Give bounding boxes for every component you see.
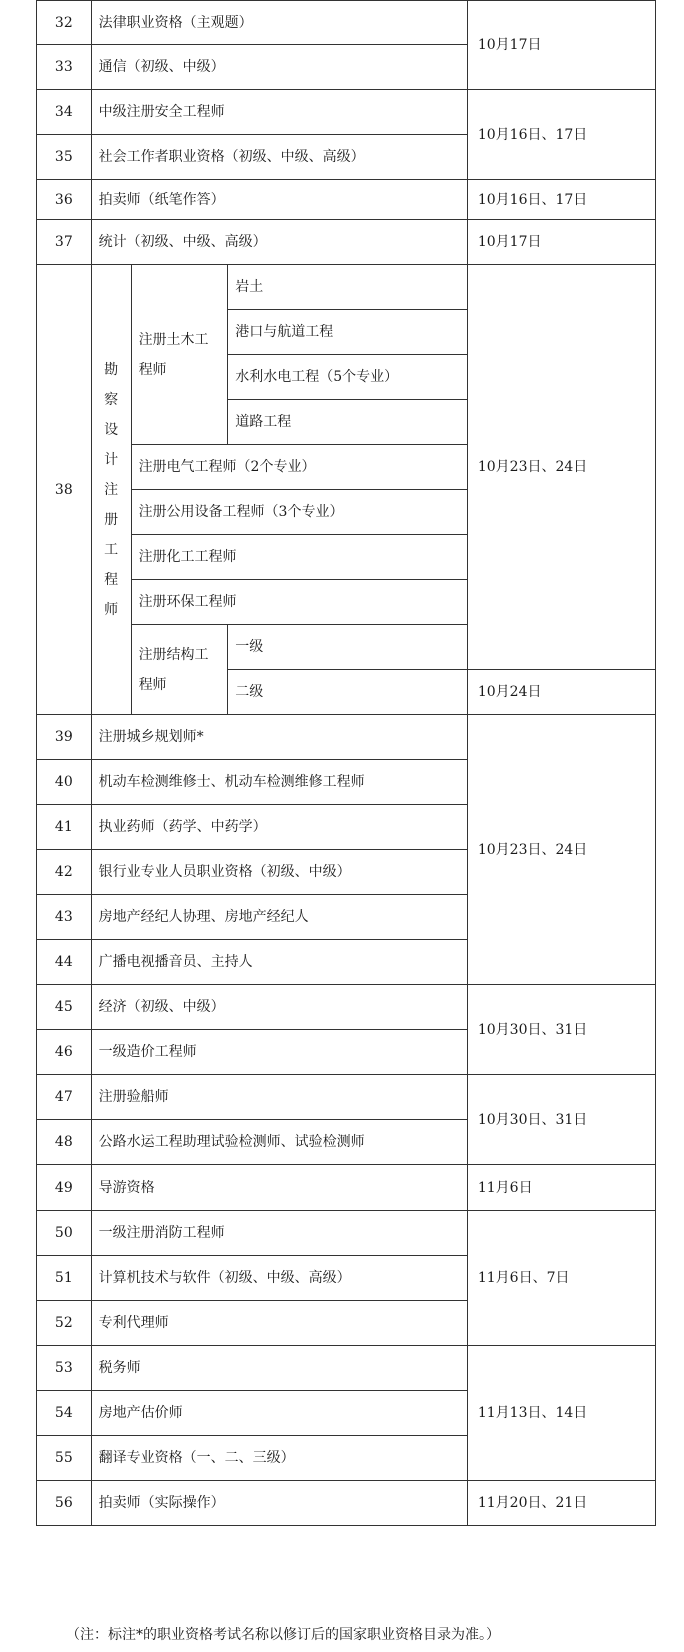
- exam-name: 中级注册安全工程师: [91, 90, 467, 135]
- row-number: 49: [37, 1165, 92, 1211]
- exam-date: 11月20日、21日: [467, 1481, 655, 1526]
- exam-name: 专利代理师: [91, 1301, 467, 1346]
- exam-name: 公路水运工程助理试验检测师、试验检测师: [91, 1120, 467, 1165]
- civil-sub-item: 水利水电工程（5个专业）: [228, 355, 468, 400]
- row-number: 38: [37, 265, 92, 715]
- exam-schedule-table: [36, 0, 656, 1526]
- row-number: 34: [37, 90, 92, 135]
- row-number: 36: [37, 180, 92, 220]
- table-row: [37, 180, 656, 220]
- table-row: [37, 1211, 656, 1256]
- table-row: [37, 1346, 656, 1391]
- table-row: [37, 1075, 656, 1120]
- exam-name: 社会工作者职业资格（初级、中级、高级）: [91, 135, 467, 180]
- row-number: 53: [37, 1346, 92, 1391]
- exam-date: 10月30日、31日: [467, 1075, 655, 1165]
- civil-sub-item: 道路工程: [228, 400, 468, 445]
- exam-date: 10月23日、24日: [467, 715, 655, 985]
- structural-sub-item: 二级: [228, 670, 468, 715]
- table-row: [37, 1, 656, 45]
- row-number: 37: [37, 220, 92, 265]
- exam-name: 计算机技术与软件（初级、中级、高级）: [91, 1256, 467, 1301]
- exam-name: 通信（初级、中级）: [91, 45, 467, 90]
- row-number: 51: [37, 1256, 92, 1301]
- table-row: [37, 90, 656, 135]
- row-number: 55: [37, 1436, 92, 1481]
- structural-sub-item: 一级: [228, 625, 468, 670]
- exam-name: 拍卖师（纸笔作答）: [91, 180, 467, 220]
- table-row: [37, 1165, 656, 1211]
- row-number: 52: [37, 1301, 92, 1346]
- exam-name: 房地产经纪人协理、房地产经纪人: [91, 895, 467, 940]
- exam-date: 10月16日、17日: [467, 180, 655, 220]
- exam-name: 一级注册消防工程师: [91, 1211, 467, 1256]
- exam-date: 11月13日、14日: [467, 1346, 655, 1481]
- civil-engineer-label: 注册土木工程师: [131, 265, 228, 445]
- exam-name: 广播电视播音员、主持人: [91, 940, 467, 985]
- exam-name: 注册电气工程师（2个专业）: [131, 445, 467, 490]
- row-number: 54: [37, 1391, 92, 1436]
- row-number: 50: [37, 1211, 92, 1256]
- exam-date: 10月24日: [467, 670, 655, 715]
- row-number: 32: [37, 1, 92, 45]
- row-number: 47: [37, 1075, 92, 1120]
- exam-date: 11月6日、7日: [467, 1211, 655, 1346]
- row-number: 42: [37, 850, 92, 895]
- row-number: 43: [37, 895, 92, 940]
- row-number: 33: [37, 45, 92, 90]
- exam-name: 导游资格: [91, 1165, 467, 1211]
- exam-date: 10月23日、24日: [467, 265, 655, 670]
- exam-name: 执业药师（药学、中药学）: [91, 805, 467, 850]
- exam-name: 注册公用设备工程师（3个专业）: [131, 490, 467, 535]
- row-number: 41: [37, 805, 92, 850]
- table-row: [37, 1481, 656, 1526]
- row-number: 40: [37, 760, 92, 805]
- structural-engineer-label: 注册结构工程师: [131, 625, 228, 715]
- row-number: 45: [37, 985, 92, 1030]
- row-number: 46: [37, 1030, 92, 1075]
- category-text: 勘察设计注册工程师: [104, 361, 119, 618]
- row-number: 44: [37, 940, 92, 985]
- exam-date: 11月6日: [467, 1165, 655, 1211]
- exam-name: 注册化工工程师: [131, 535, 467, 580]
- exam-name: 注册验船师: [91, 1075, 467, 1120]
- table-row: [37, 715, 656, 760]
- exam-name: 拍卖师（实际操作）: [91, 1481, 467, 1526]
- exam-name: 经济（初级、中级）: [91, 985, 467, 1030]
- exam-name: 统计（初级、中级、高级）: [91, 220, 467, 265]
- civil-sub-item: 岩土: [228, 265, 468, 310]
- table-row: [37, 985, 656, 1030]
- exam-name: 机动车检测维修士、机动车检测维修工程师: [91, 760, 467, 805]
- row-number: 48: [37, 1120, 92, 1165]
- exam-name: 注册城乡规划师*: [91, 715, 467, 760]
- exam-name: 一级造价工程师: [91, 1030, 467, 1075]
- table-row: [37, 220, 656, 265]
- exam-name: 注册环保工程师: [131, 580, 467, 625]
- row-number: 56: [37, 1481, 92, 1526]
- table-row: [37, 265, 656, 310]
- exam-date: 10月17日: [467, 220, 655, 265]
- exam-name: 银行业专业人员职业资格（初级、中级）: [91, 850, 467, 895]
- exam-name: 法律职业资格（主观题）: [91, 1, 467, 45]
- exam-date: 10月17日: [467, 1, 655, 90]
- exam-name: 税务师: [91, 1346, 467, 1391]
- category-label: [91, 265, 131, 715]
- exam-date: 10月30日、31日: [467, 985, 655, 1075]
- exam-date: 10月16日、17日: [467, 90, 655, 180]
- row-number: 35: [37, 135, 92, 180]
- footnote: （注：标注*的职业资格考试名称以修订后的国家职业资格目录为准。）: [66, 1627, 500, 1643]
- civil-sub-item: 港口与航道工程: [228, 310, 468, 355]
- exam-name: 翻译专业资格（一、二、三级）: [91, 1436, 467, 1481]
- exam-name: 房地产估价师: [91, 1391, 467, 1436]
- row-number: 39: [37, 715, 92, 760]
